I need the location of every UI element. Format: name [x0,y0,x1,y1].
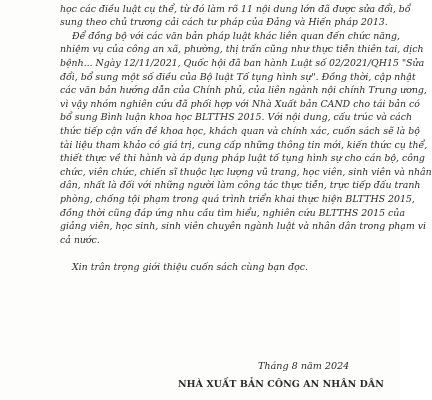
text-line: chức, viên chức, chiến sĩ thuộc lực lượng vũ trang, học viên, sinh viên và nhân [60,166,432,178]
text-line: thiết thực về thi hành và áp dụng pháp luật tố tụng hình sự cho cán bộ, công [60,153,425,165]
blank-line [60,247,366,261]
text-line: các văn bản hướng dẫn của Chính phủ, của liên ngành nội chính Trung ương, [60,85,427,97]
text-line: học các điều luật cụ thể, từ đó làm rõ 11 nội dung lớn đã được sửa đổi, bổ [60,3,411,15]
text-line: dân, nhất là đối với những người làm công tác thực tiễn, trực tiếp đấu tranh [60,180,421,192]
text-line: phòng, chống tội phạm trong quá trình triển khai thực hiện BLTTHS 2015, [60,193,415,205]
text-line: giảng viên, học sinh, sinh viên chuyên ngành luật và nhân dân trong phạm vi [60,221,427,233]
text-line: vì vậy nhóm nghiên cứu đã phối hợp với Nhà Xuất bản CAND cho tái bản có [60,98,420,110]
publisher-signature: NHÀ XUẤT BẢN CÔNG AN NHÂN DÂN [178,379,384,390]
text-line: thức tiếp cận vấn đề khoa học, khách quan và chính xác, cuốn sách sẽ là bộ [60,125,420,137]
text-line: Để đồng bộ với các văn bản pháp luật khác liên quan đến chức năng, [72,30,400,42]
closing-sentence: Xin trân trọng giới thiệu cuốn sách cùng bạn đọc. [72,261,308,273]
text-line: đồng thời cũng đáp ứng nhu cầu tìm hiểu, nghiên cứu BLTTHS 2015 của [60,207,405,219]
text-line: tài liệu tham khảo có giá trị, cung cấp những thông tin mới, kiến thức cụ thể, [60,139,428,151]
text-line: bệnh... Ngày 12/11/2021, Quốc hội đã ban hành Luật số 02/2021/QH15 "Sửa [60,57,425,69]
publication-date: Tháng 8 năm 2024 [258,361,350,372]
text-line: cả nước. [60,234,100,246]
text-line: sung theo chủ trương cải cách tư pháp của Đảng và Hiến pháp 2013. [60,17,388,29]
text-line: nhiệm vụ của công an xã, phường, thị trấn cũng như thực tiễn thiên tai, dịch [60,44,424,56]
preface-text [60,0,432,274]
text-line: đổi, bổ sung một số điều của Bộ luật Tố tụng hình sự". Đồng thời, cập nhật [60,71,416,83]
text-line: bổ sung Bình luận khoa học BLTTHS 2015. Với nội dung, cấu trúc và cách [60,112,413,124]
